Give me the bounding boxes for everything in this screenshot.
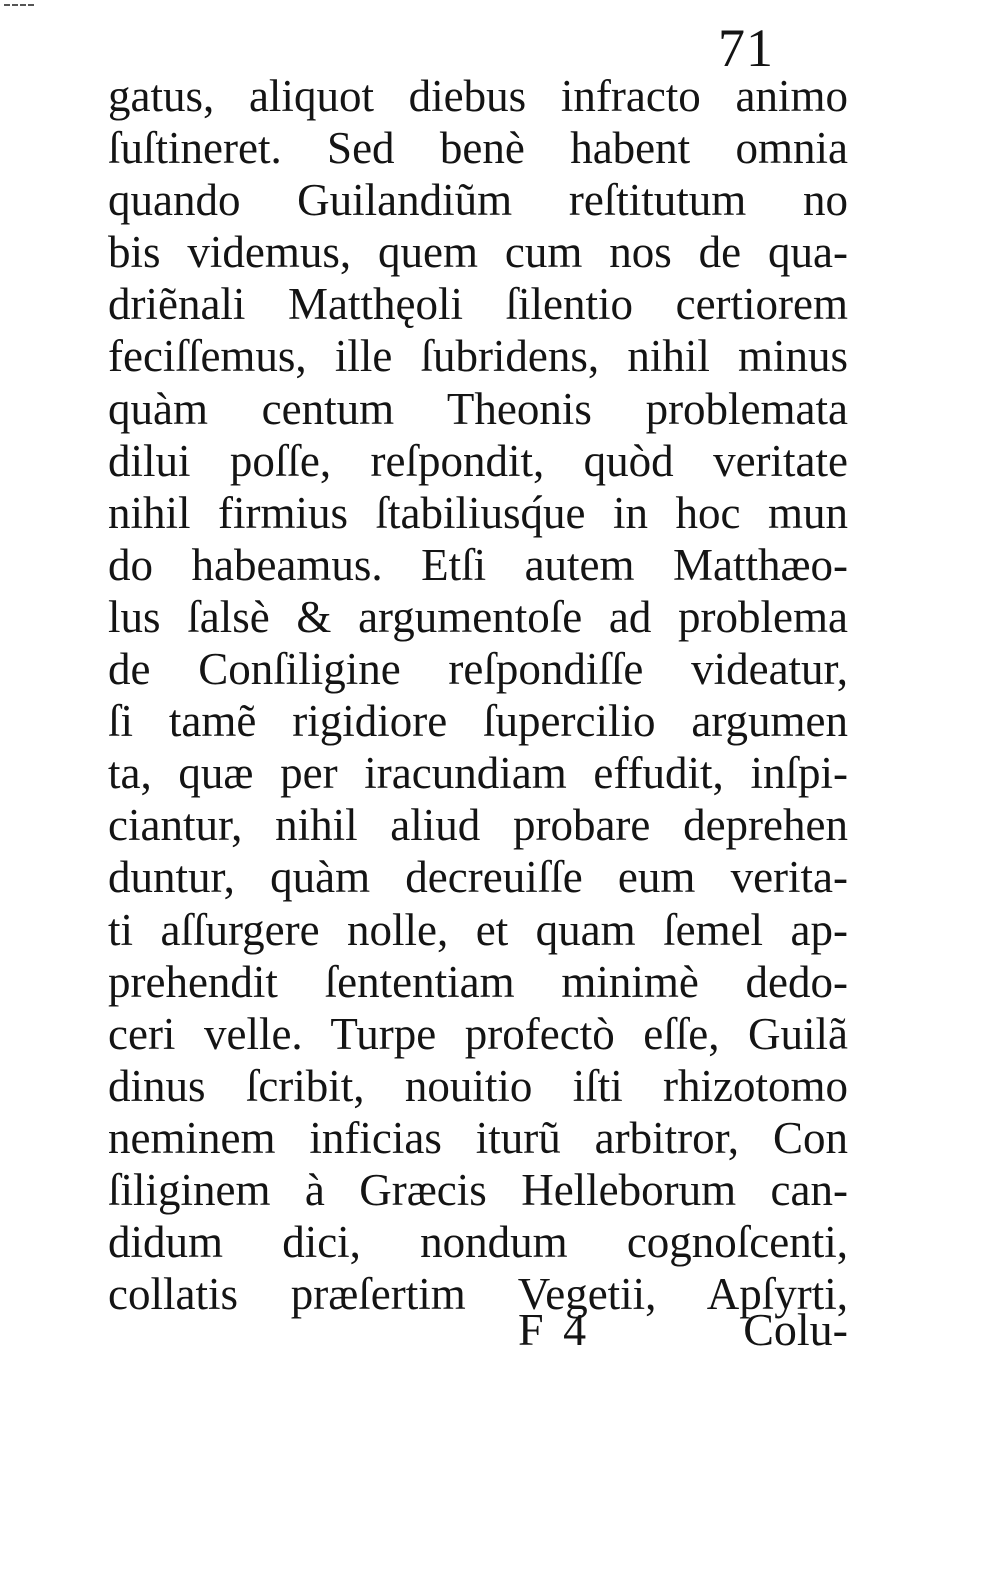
signature-mark: F 4 xyxy=(518,1304,591,1355)
text-line: collatis præſertim Vegetii, Apſyrti, xyxy=(108,1269,848,1320)
page-number: 71 xyxy=(718,18,774,78)
text-line: driẽnali Matthęoli ſilentio certiorem xyxy=(108,279,848,330)
text-line: ſuſtineret. Sed benè habent omnia xyxy=(108,123,848,174)
text-line: gatus, aliquot diebus infracto animo xyxy=(108,71,848,121)
text-line: bis videmus, quem cum nos de qua- xyxy=(108,227,848,278)
text-line: didum dici, nondum cognoſcenti, xyxy=(108,1217,848,1268)
text-line: nihil firmius ſtabiliusq́ue in hoc mun xyxy=(108,487,848,538)
text-line: dilui poſſe, reſpondit, quòd veritate xyxy=(108,435,848,486)
text-line: ta, quæ per iracundiam effudit, inſpi- xyxy=(108,748,848,799)
text-line: ſi tamẽ rigidiore ſupercilio argumen xyxy=(108,696,848,747)
page-footer xyxy=(108,1300,848,1360)
text-line: do habeamus. Etſi autem Matthæo- xyxy=(108,539,848,590)
scan-corner-mark xyxy=(4,4,34,6)
text-line: dinus ſcribit, nouitio iſti rhizotomo xyxy=(108,1060,848,1111)
text-line: ciantur, nihil aliud probare deprehen xyxy=(108,800,848,851)
text-line: ti aſſurgere nolle, et quam ſemel ap- xyxy=(108,904,848,955)
text-line: neminem inficias iturũ arbitror, Con xyxy=(108,1112,848,1163)
text-line: ceri velle. Turpe profectò eſſe, Guilã xyxy=(108,1008,848,1059)
text-line: ſiliginem à Græcis Helleborum can- xyxy=(108,1164,848,1215)
text-line: duntur, quàm decreuiſſe eum verita- xyxy=(108,852,848,903)
text-line: lus ſalsè & argumentoſe ad problema xyxy=(108,591,848,642)
catchword: Colu- xyxy=(743,1304,848,1355)
text-line: prehendit ſententiam minimè dedo- xyxy=(108,956,848,1007)
text-line: feciſſemus, ille ſubridens, nihil minus xyxy=(108,331,848,382)
text-line: quàm centum Theonis problemata xyxy=(108,383,848,434)
text-line: quando Guilandiũm reſtitutum no xyxy=(108,175,848,226)
body-text xyxy=(108,70,848,1320)
text-line: de Conſiligine reſpondiſſe videatur, xyxy=(108,644,848,695)
